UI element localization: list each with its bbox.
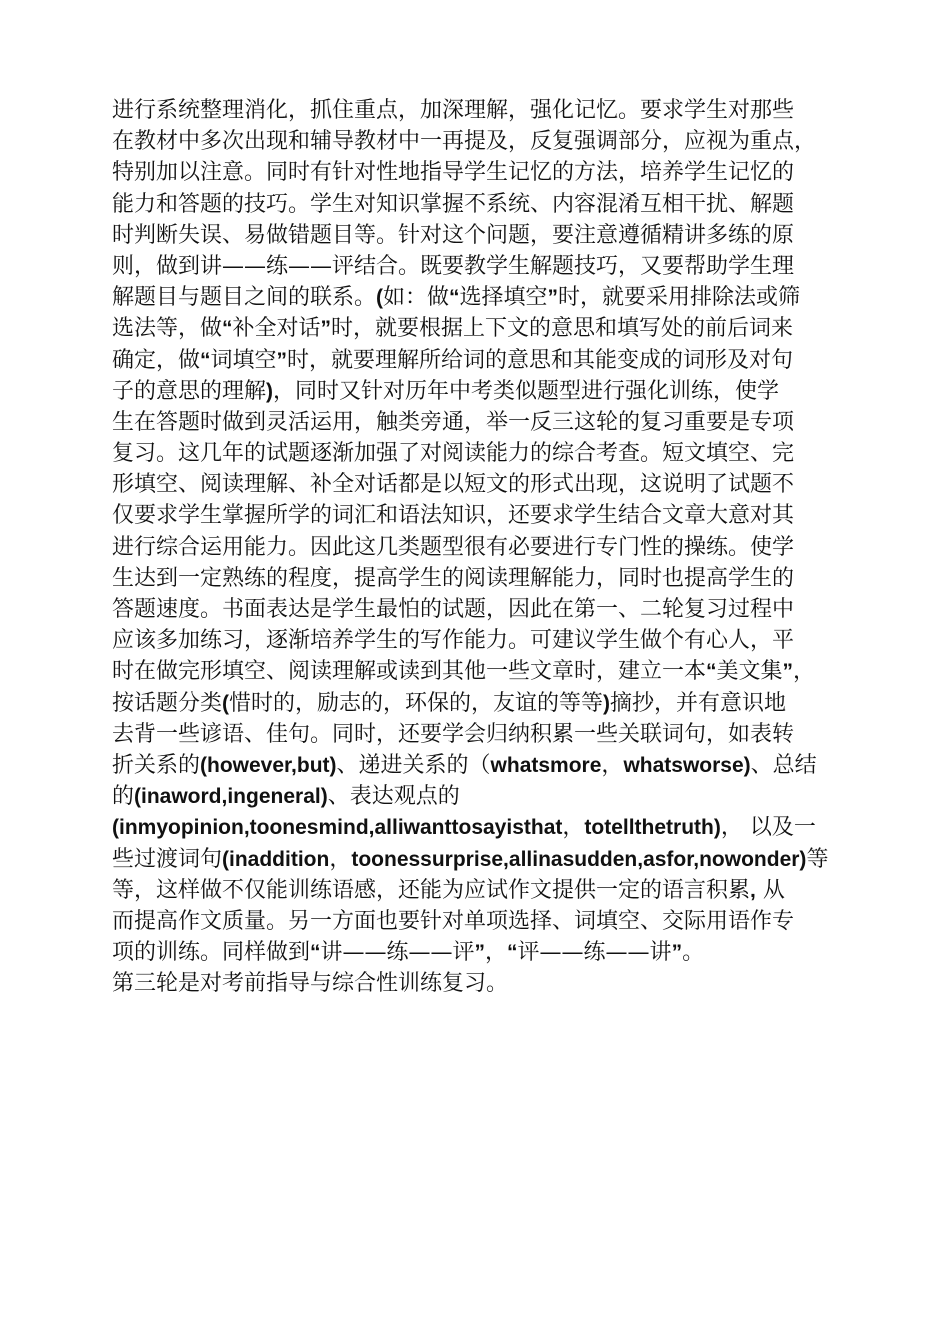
latin-run: (inaword,ingeneral) xyxy=(134,785,328,809)
latin-run: (inmyopinion,toonesmind,alliwanttosayisthat xyxy=(112,816,563,840)
latin-run: “ xyxy=(310,941,321,965)
text-line: 能力和答题的技巧。学生对知识掌握不系统、内容混淆互相干扰、解题 xyxy=(112,191,795,217)
text-line: 进行综合运用能力。因此这几类题型很有必要进行专门性的操练。使学 xyxy=(112,534,795,560)
latin-run: ” xyxy=(547,286,559,310)
text-line: 时在做完形填空、阅读理解或读到其他一些文章时，建立一本“美文集”， xyxy=(112,659,816,685)
text-line: 确定，做“词填空”时，就要理解所给词的意思和其能变成的词形及对句 xyxy=(112,347,794,373)
text-line: (inmyopinion,toonesmind,alliwanttosayisthat，totellthetruth)， 以及一 xyxy=(112,815,816,841)
latin-run: ” xyxy=(276,348,288,372)
latin-run: toonessurprise,allinasudden,asfor,nowonder) xyxy=(351,847,807,871)
text-line: 些过渡词句(inaddition，toonessurprise,allinasudden,asfor,nowonder)等 xyxy=(112,846,829,872)
latin-run: ( xyxy=(222,691,230,715)
latin-run: ) xyxy=(603,691,611,715)
text-line: 折关系的(however,but)、递进关系的（whatsmore，whatsworse)、总结 xyxy=(112,752,817,778)
text-line: 而提高作文质量。另一方面也要针对单项选择、词填空、交际用语作专 xyxy=(112,908,795,934)
text-line: 的(inaword,ingeneral)、表达观点的 xyxy=(112,784,460,810)
text-line: 第三轮是对考前指导与综合性训练复习。 xyxy=(112,971,509,997)
text-line: 生在答题时做到灵活运用，触类旁通，举一反三这轮的复习重要是专项 xyxy=(112,409,795,435)
latin-run: “ xyxy=(706,660,717,684)
text-line: 应该多加练习，逐渐培养学生的写作能力。可建议学生做个有心人，平 xyxy=(112,628,795,654)
latin-run: ” xyxy=(320,317,332,341)
text-line: 去背一些谚语、佳句。同时，还要学会归纳积累一些关联词句，如表转 xyxy=(112,721,795,747)
text-line: 则，做到讲——练——评结合。既要教学生解题技巧，又要帮助学生理 xyxy=(112,253,795,279)
text-line: 选法等，做“补全对话”时，就要根据上下文的意思和填写处的前后词来 xyxy=(112,316,794,342)
text-line: 子的意思的理解)，同时又针对历年中考类似题型进行强化训练，使学 xyxy=(112,378,780,404)
text-line: 答题速度。书面表达是学生最怕的试题，因此在第一、二轮复习过程中 xyxy=(112,597,795,622)
latin-run: “ xyxy=(200,348,211,372)
latin-run: “ xyxy=(449,286,460,310)
latin-run: ” xyxy=(474,941,486,965)
latin-run: (however,but) xyxy=(200,753,337,777)
latin-run: , xyxy=(750,878,756,902)
latin-run: ) xyxy=(266,379,274,403)
text-line: 等，这样做不仅能训练语感，还能为应试作文提供一定的语言积累, 从 xyxy=(112,877,785,903)
text-line: 进行系统整理消化，抓住重点，加深理解，强化记忆。要求学生对那些 xyxy=(112,98,795,123)
text-line: 仅要求学生掌握所学的词汇和语法知识，还要求学生结合文章大意对其 xyxy=(112,503,795,529)
latin-run: whatsworse) xyxy=(623,753,751,777)
text-line: 复习。这几年的试题逐渐加强了对阅读能力的综合考查。短文填空、完 xyxy=(112,441,795,467)
text-line: 按话题分类(惜时的，励志的，环保的，友谊的等等)摘抄，并有意识地 xyxy=(112,690,787,716)
text-line: 特别加以注意。同时有针对性地指导学生记忆的方法，培养学生记忆的 xyxy=(112,160,795,186)
latin-run: “ xyxy=(222,317,233,341)
text-line: 形填空、阅读理解、补全对话都是以短文的形式出现，这说明了试题不 xyxy=(112,472,795,498)
latin-run: whatsmore xyxy=(490,753,602,777)
text-line: 生达到一定熟练的程度，提高学生的阅读理解能力，同时也提高学生的 xyxy=(112,565,795,591)
latin-run: totellthetruth) xyxy=(584,816,721,840)
latin-run: (inaddition xyxy=(222,847,330,871)
text-line: 在教材中多次出现和辅导教材中一再提及，反复强调部分，应视为重点， xyxy=(112,129,817,155)
body-text xyxy=(112,95,852,999)
latin-run: ” xyxy=(671,941,683,965)
latin-run: ( xyxy=(376,286,384,310)
latin-run: ” xyxy=(782,660,794,684)
text-line: 时判断失误、易做错题目等。针对这个问题，要注意遵循精讲多练的原 xyxy=(112,222,795,248)
text-line: 项的训练。同样做到“讲——练——评”，“评——练——讲”。 xyxy=(112,940,705,966)
latin-run: “ xyxy=(507,941,518,965)
text-line: 解题目与题目之间的联系。(如：做“选择填空”时，就要采用排除法或筛 xyxy=(112,285,801,311)
